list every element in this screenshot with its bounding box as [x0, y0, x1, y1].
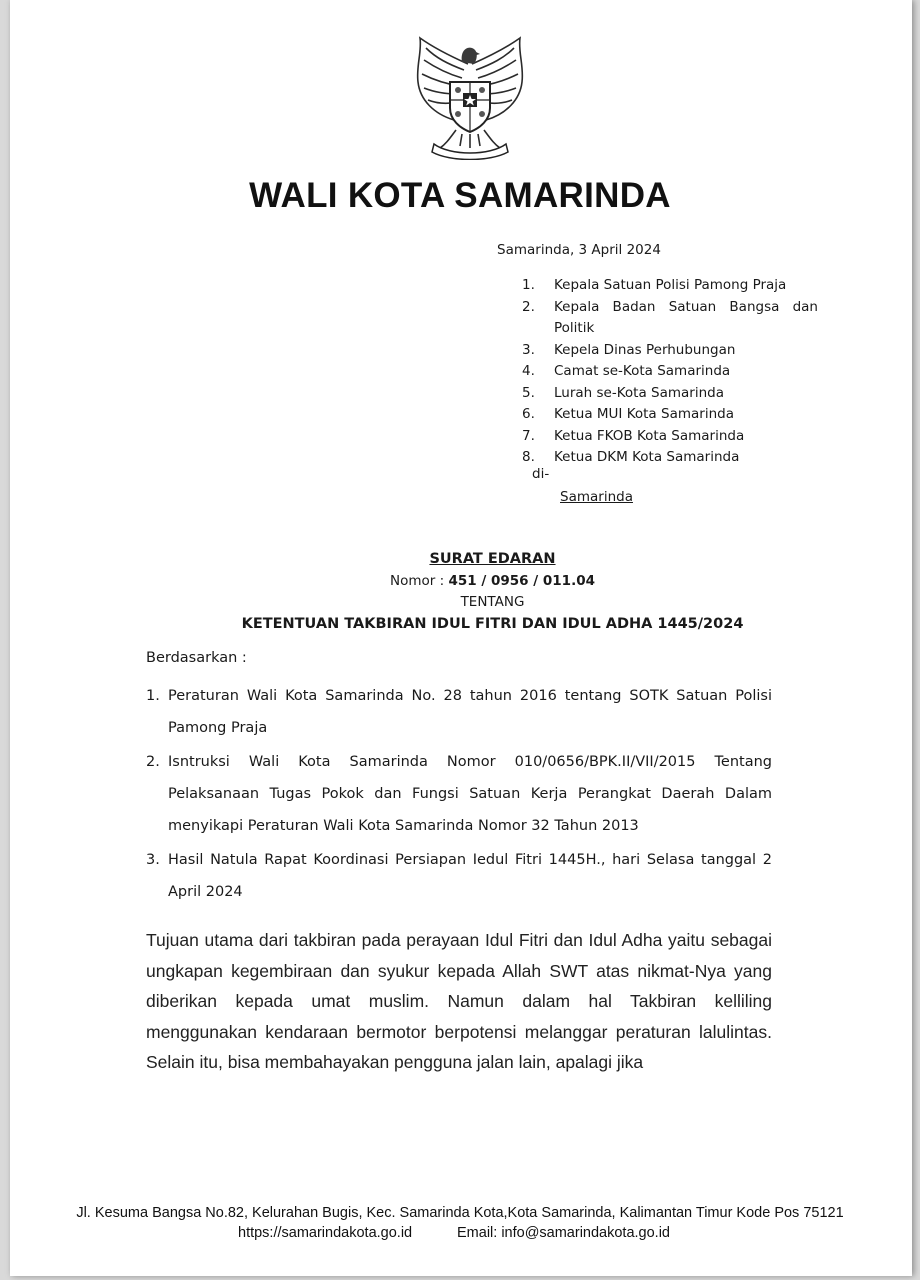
- recipient-destination: Samarinda: [560, 489, 633, 505]
- footer-email: Email: info@samarindakota.go.id: [457, 1225, 670, 1241]
- circular-title: SURAT EDARAN: [429, 551, 556, 567]
- basis-list: [146, 680, 772, 910]
- recipient-item: 8. Ketua DKM Kota Samarinda: [522, 449, 740, 465]
- recipient-item: 7. Ketua FKOB Kota Samarinda: [522, 427, 745, 444]
- circular-number: Nomor : 451 / 0956 / 011.04: [390, 573, 595, 589]
- place-date: Samarinda, 3 April 2024: [497, 242, 661, 258]
- circular-tentang: TENTANG: [460, 594, 525, 610]
- garuda-emblem-icon: [410, 34, 530, 160]
- recipient-item: 2. Kepala Badan Satuan Bangsa dan Politik: [522, 298, 818, 336]
- recipient-item: 3. Kepela Dinas Perhubungan: [522, 341, 736, 358]
- letterhead-title: WALI KOTA SAMARINDA: [249, 176, 671, 215]
- body-paragraph: Tujuan utama dari takbiran pada perayaan Idul Fitri dan Idul Adha yaitu sebagai ungkapan kegembiraan dan syukur kepada Allah SWT atas nikmat-Nya yang diberikan kepada umat muslim. Namun dalam hal Takbiran kelliling menggunakan kendaraan bermotor berpotensi melanggar peraturan lalulintas. Selain itu, bisa membahayakan pengguna jalan lain, apalagi jika: [146, 930, 772, 1073]
- recipient-item: 4. Camat se-Kota Samarinda: [522, 363, 731, 379]
- recipient-di: di-: [532, 466, 550, 482]
- footer-address: Jl. Kesuma Bangsa No.82, Kelurahan Bugis, Kec. Samarinda Kota,Kota Samarinda, Kalimantan Timur Kode Pos 75121: [76, 1205, 844, 1221]
- letter-page: [10, 0, 912, 1276]
- recipient-item: 1. Kepala Satuan Polisi Pamong Praja: [522, 277, 787, 293]
- recipient-list: [522, 275, 818, 469]
- recipient-item: 5. Lurah se-Kota Samarinda: [522, 384, 724, 401]
- circular-subject: KETENTUAN TAKBIRAN IDUL FITRI DAN IDUL ADHA 1445/2024: [241, 616, 744, 632]
- footer-website: https://samarindakota.go.id: [238, 1225, 413, 1241]
- basis-item: 1. Peraturan Wali Kota Samarinda No. 28 tahun 2016 tentang SOTK Satuan Polisi Pamong Praja: [146, 688, 772, 736]
- basis-item: 2. Isntruksi Wali Kota Samarinda Nomor 010/0656/BPK.II/VII/2015 Tentang Pelaksanaan Tugas Pokok dan Fungsi Satuan Kerja Perangkat Daerah Dalam menyikapi Peraturan Wali Kota Samarinda Nomor 32 Tahun 2013: [146, 754, 772, 834]
- basis-intro: Berdasarkan :: [146, 650, 247, 666]
- basis-item: 3. Hasil Natula Rapat Koordinasi Persiapan Iedul Fitri 1445H., hari Selasa tanggal 2 April 2024: [146, 852, 772, 900]
- recipient-item: 6. Ketua MUI Kota Samarinda: [522, 406, 734, 422]
